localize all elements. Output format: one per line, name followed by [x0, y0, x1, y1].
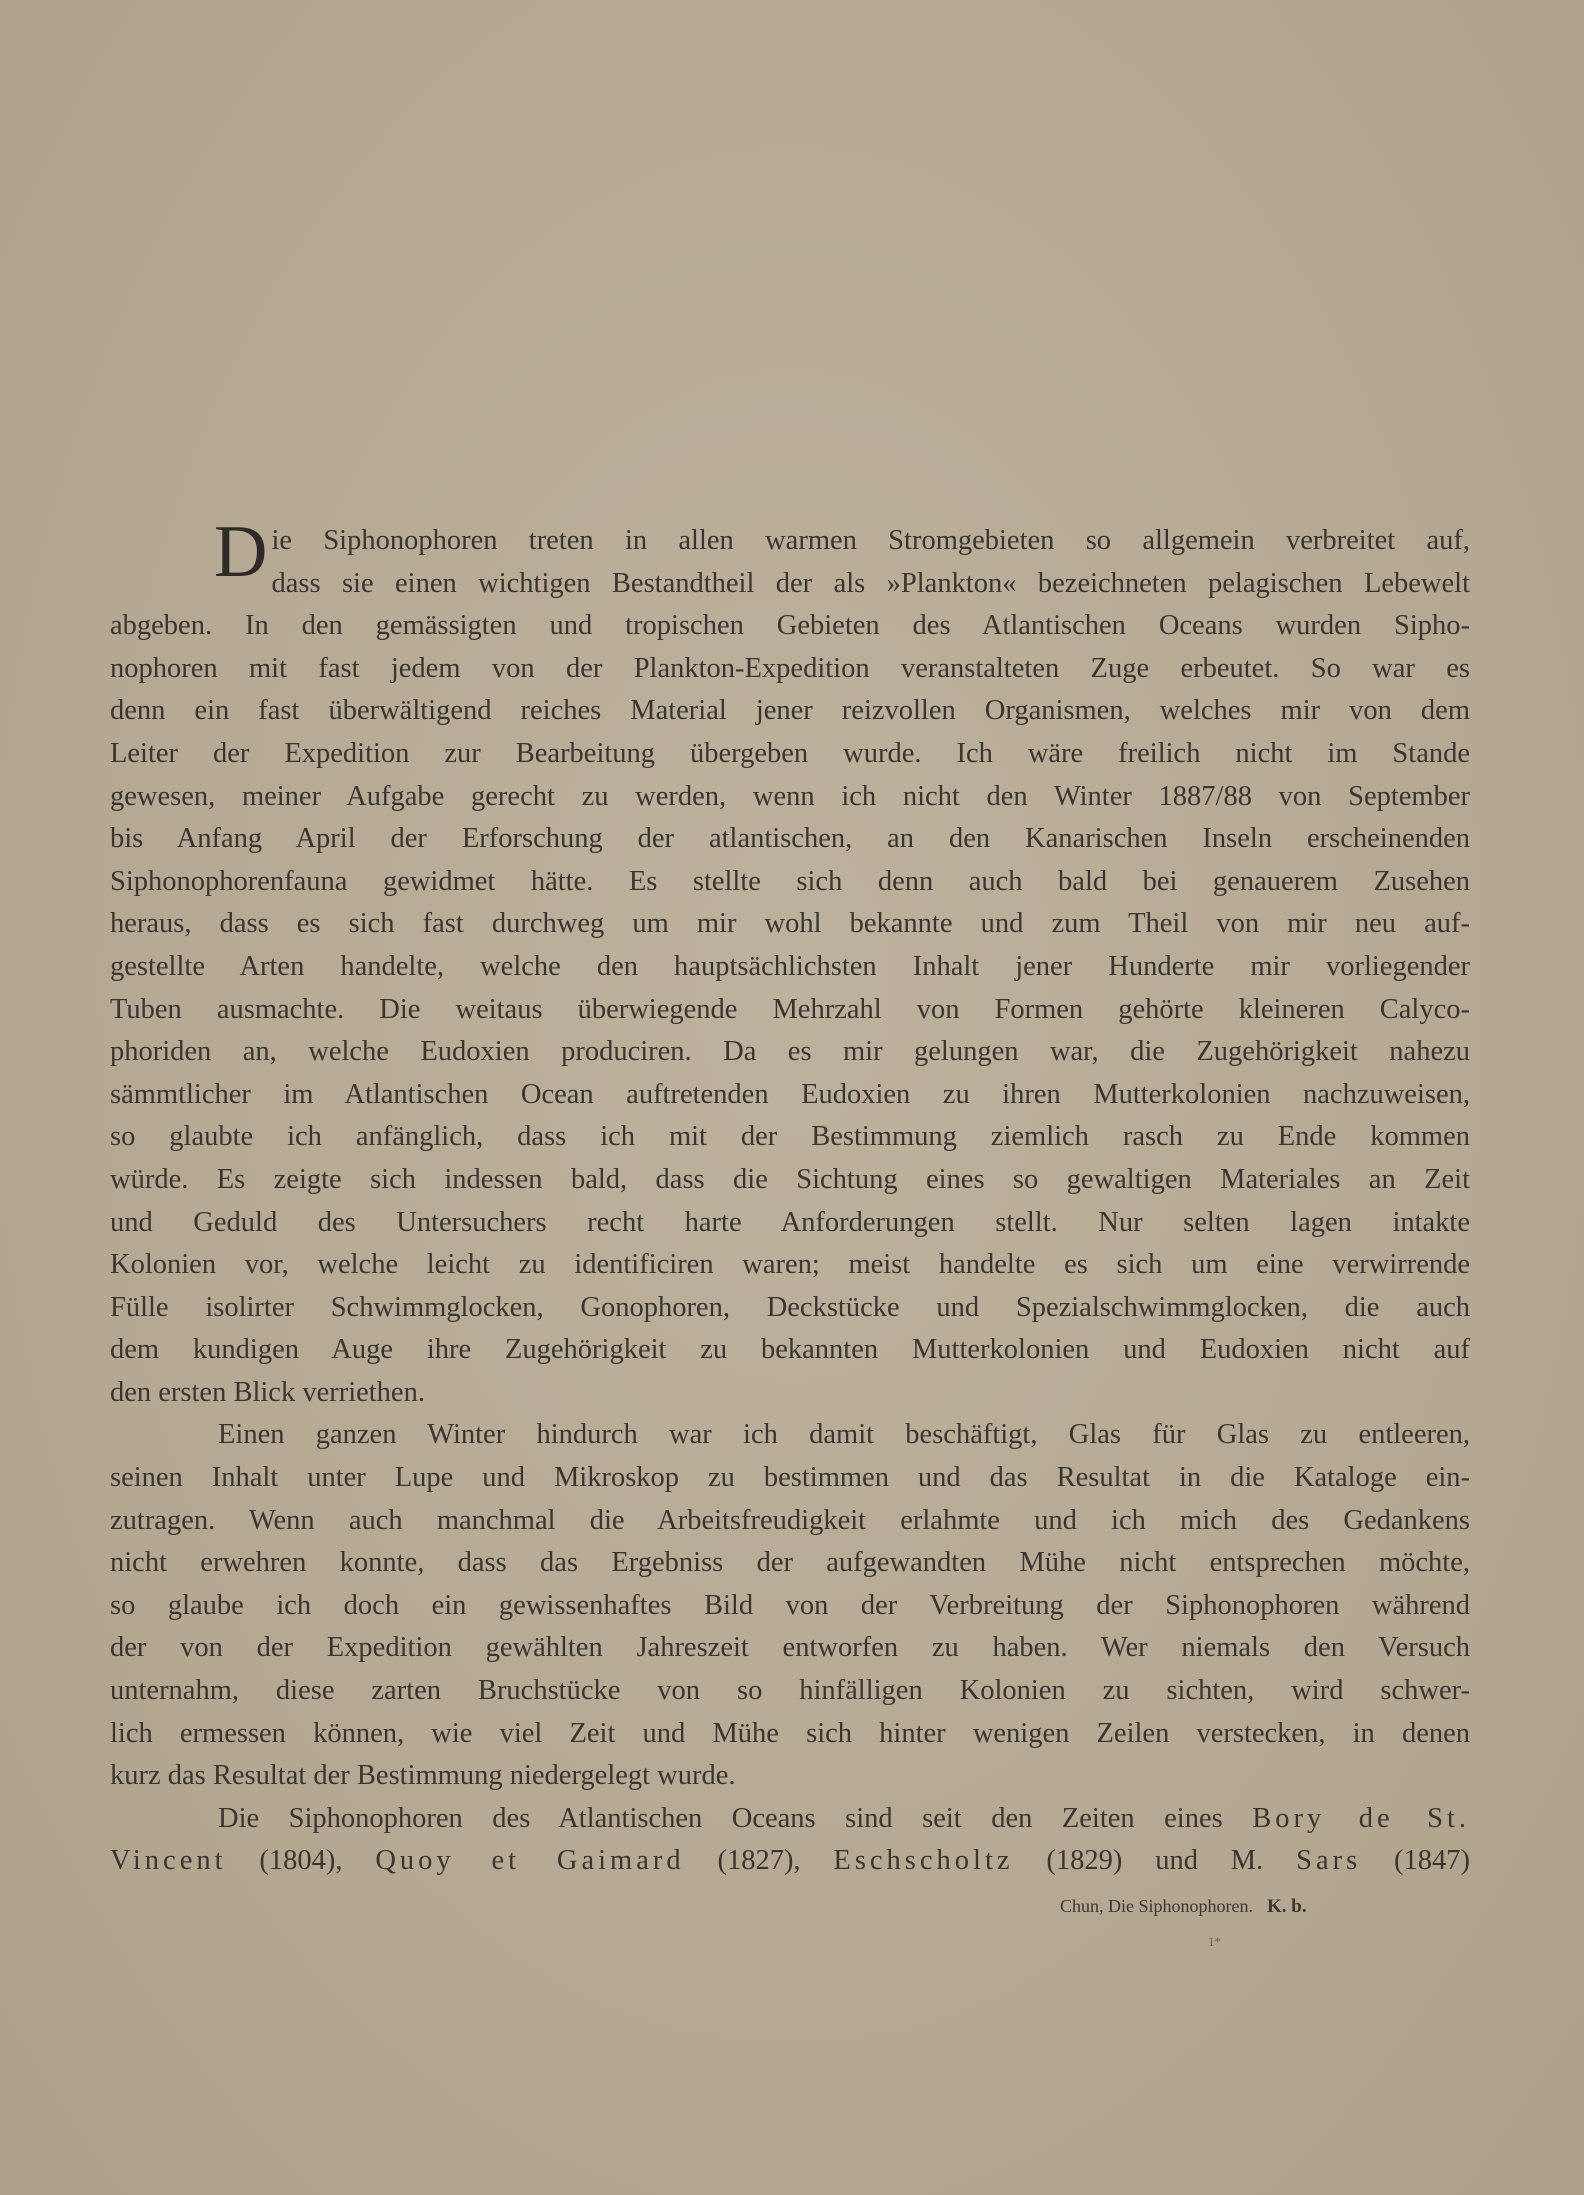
text-line: Siphonophorenfauna gewidmet hätte. Es stellte sich denn auch bald bei genauerem Zusehen: [110, 865, 1470, 897]
text-fragment: Die Siphonophoren des Atlantischen Oceans sind seit den Zeiten eines: [218, 1802, 1253, 1834]
text-line: und Geduld des Untersuchers recht harte Anforderungen stellt. Nur selten lagen intakte: [110, 1206, 1470, 1238]
text-line: Leiter der Expedition zur Bearbeitung übergeben wurde. Ich wäre freilich nicht im Stande: [110, 737, 1470, 769]
section-mark: K. b.: [1267, 1896, 1307, 1917]
text-line: so glaube ich doch ein gewissenhaftes Bild von der Verbreitung der Siphonophoren während: [110, 1589, 1470, 1621]
text-line: [110, 1840, 1470, 1883]
text-line: dem kundigen Auge ihre Zugehörigkeit zu bekannten Mutterkolonien und Eudoxien nicht auf: [110, 1334, 1470, 1366]
text-fragment: (1847): [1361, 1845, 1470, 1877]
text-line: so glaubte ich anfänglich, dass ich mit der Bestimmung ziemlich rasch zu Ende kommen: [110, 1121, 1470, 1153]
author-name: Vincent: [110, 1845, 227, 1877]
text-line: der von der Expedition gewählten Jahreszeit entworfen zu haben. Wer niemals den Versuch: [110, 1632, 1470, 1664]
paragraph-3: [110, 1798, 1470, 1883]
text-line: sämmtlicher im Atlantischen Ocean auftretenden Eudoxien zu ihren Mutterkolonien nachzuweisen,: [110, 1078, 1470, 1110]
author-name: Sars: [1296, 1845, 1362, 1877]
text-line: würde. Es zeigte sich indessen bald, dass die Sichtung eines so gewaltigen Materiales an Zeit: [110, 1163, 1470, 1195]
text-line: Fülle isolirter Schwimmglocken, Gonophoren, Deckstücke und Spezialschwimmglocken, die auch: [110, 1291, 1470, 1323]
text-line: nophoren mit fast jedem von der Plankton-Expedition veranstalteten Zuge erbeutet. So war es: [110, 652, 1470, 684]
text-line: zutragen. Wenn auch manchmal die Arbeitsfreudigkeit erlahmte und ich mich des Gedankens: [110, 1504, 1470, 1536]
paragraph-2: [110, 1414, 1470, 1797]
author-name: Bory de St.: [1252, 1802, 1470, 1834]
text-line: ie Siphonophoren treten in allen warmen Stromgebieten so allgemein verbreitet auf,: [271, 525, 1470, 556]
signature-line: [1060, 1896, 1307, 1918]
text-line: denn ein fast überwältigend reiches Material jener reizvollen Organismen, welches mir von dem: [110, 695, 1470, 727]
text-line: Kolonien vor, welche leicht zu identificiren waren; meist handelte es sich um eine verwirrende: [110, 1249, 1470, 1281]
text-line: phoriden an, welche Eudoxien produciren. Da es mir gelungen war, die Zugehörigkeit nahezu: [110, 1036, 1470, 1068]
text-line: gewesen, meiner Aufgabe gerecht zu werden, wenn ich nicht den Winter 1887/88 von September: [110, 780, 1470, 812]
signature-text: Chun, Die Siphonophoren.: [1060, 1896, 1253, 1916]
text-line: unternahm, diese zarten Bruchstücke von so hinfälligen Kolonien zu sichten, wird schwer-: [110, 1675, 1470, 1707]
page-number: 1*: [1208, 1934, 1221, 1949]
text-line: abgeben. In den gemässigten und tropischen Gebieten des Atlantischen Oceans wurden Sipho-: [110, 610, 1470, 642]
drop-cap: D: [214, 511, 268, 593]
paragraph-1: [110, 511, 1470, 1414]
author-name: Eschscholtz: [833, 1845, 1014, 1877]
text-line: nicht erwehren konnte, dass das Ergebniss der aufgewandten Mühe nicht entsprechen möchte,: [110, 1547, 1470, 1579]
text-fragment: (1827),: [684, 1845, 834, 1877]
text-line: heraus, dass es sich fast durchweg um mir wohl bekannte und zum Theil von mir neu auf-: [110, 908, 1470, 940]
text-line: seinen Inhalt unter Lupe und Mikroskop zu bestimmen und das Resultat in die Kataloge ein-: [110, 1462, 1470, 1494]
text-line: bis Anfang April der Erforschung der atlantischen, an den Kanarischen Inseln erscheinenden: [110, 823, 1470, 855]
text-line: gestellte Arten handelte, welche den hauptsächlichsten Inhalt jener Hunderte mir vorliegender: [110, 950, 1470, 982]
text-line: den ersten Blick verriethen.: [110, 1376, 425, 1408]
text-fragment: (1804),: [226, 1845, 376, 1877]
text-fragment: (1829) und M.: [1013, 1845, 1297, 1877]
text-line: dass sie einen wichtigen Bestandtheil der als »Plankton« bezeichneten pelagischen Lebewelt: [271, 567, 1470, 599]
document-body: [110, 511, 1470, 1883]
text-line: [110, 1798, 1470, 1841]
text-line: Tuben ausmachte. Die weitaus überwiegende Mehrzahl von Formen gehörte kleineren Calyco-: [110, 993, 1470, 1025]
author-name: Quoy et Gaimard: [375, 1845, 685, 1877]
text-line: kurz das Resultat der Bestimmung niedergelegt wurde.: [110, 1760, 736, 1792]
text-line: Einen ganzen Winter hindurch war ich damit beschäftigt, Glas für Glas zu entleeren,: [218, 1419, 1470, 1451]
text-line: lich ermessen können, wie viel Zeit und Mühe sich hinter wenigen Zeilen verstecken, in denen: [110, 1717, 1470, 1749]
